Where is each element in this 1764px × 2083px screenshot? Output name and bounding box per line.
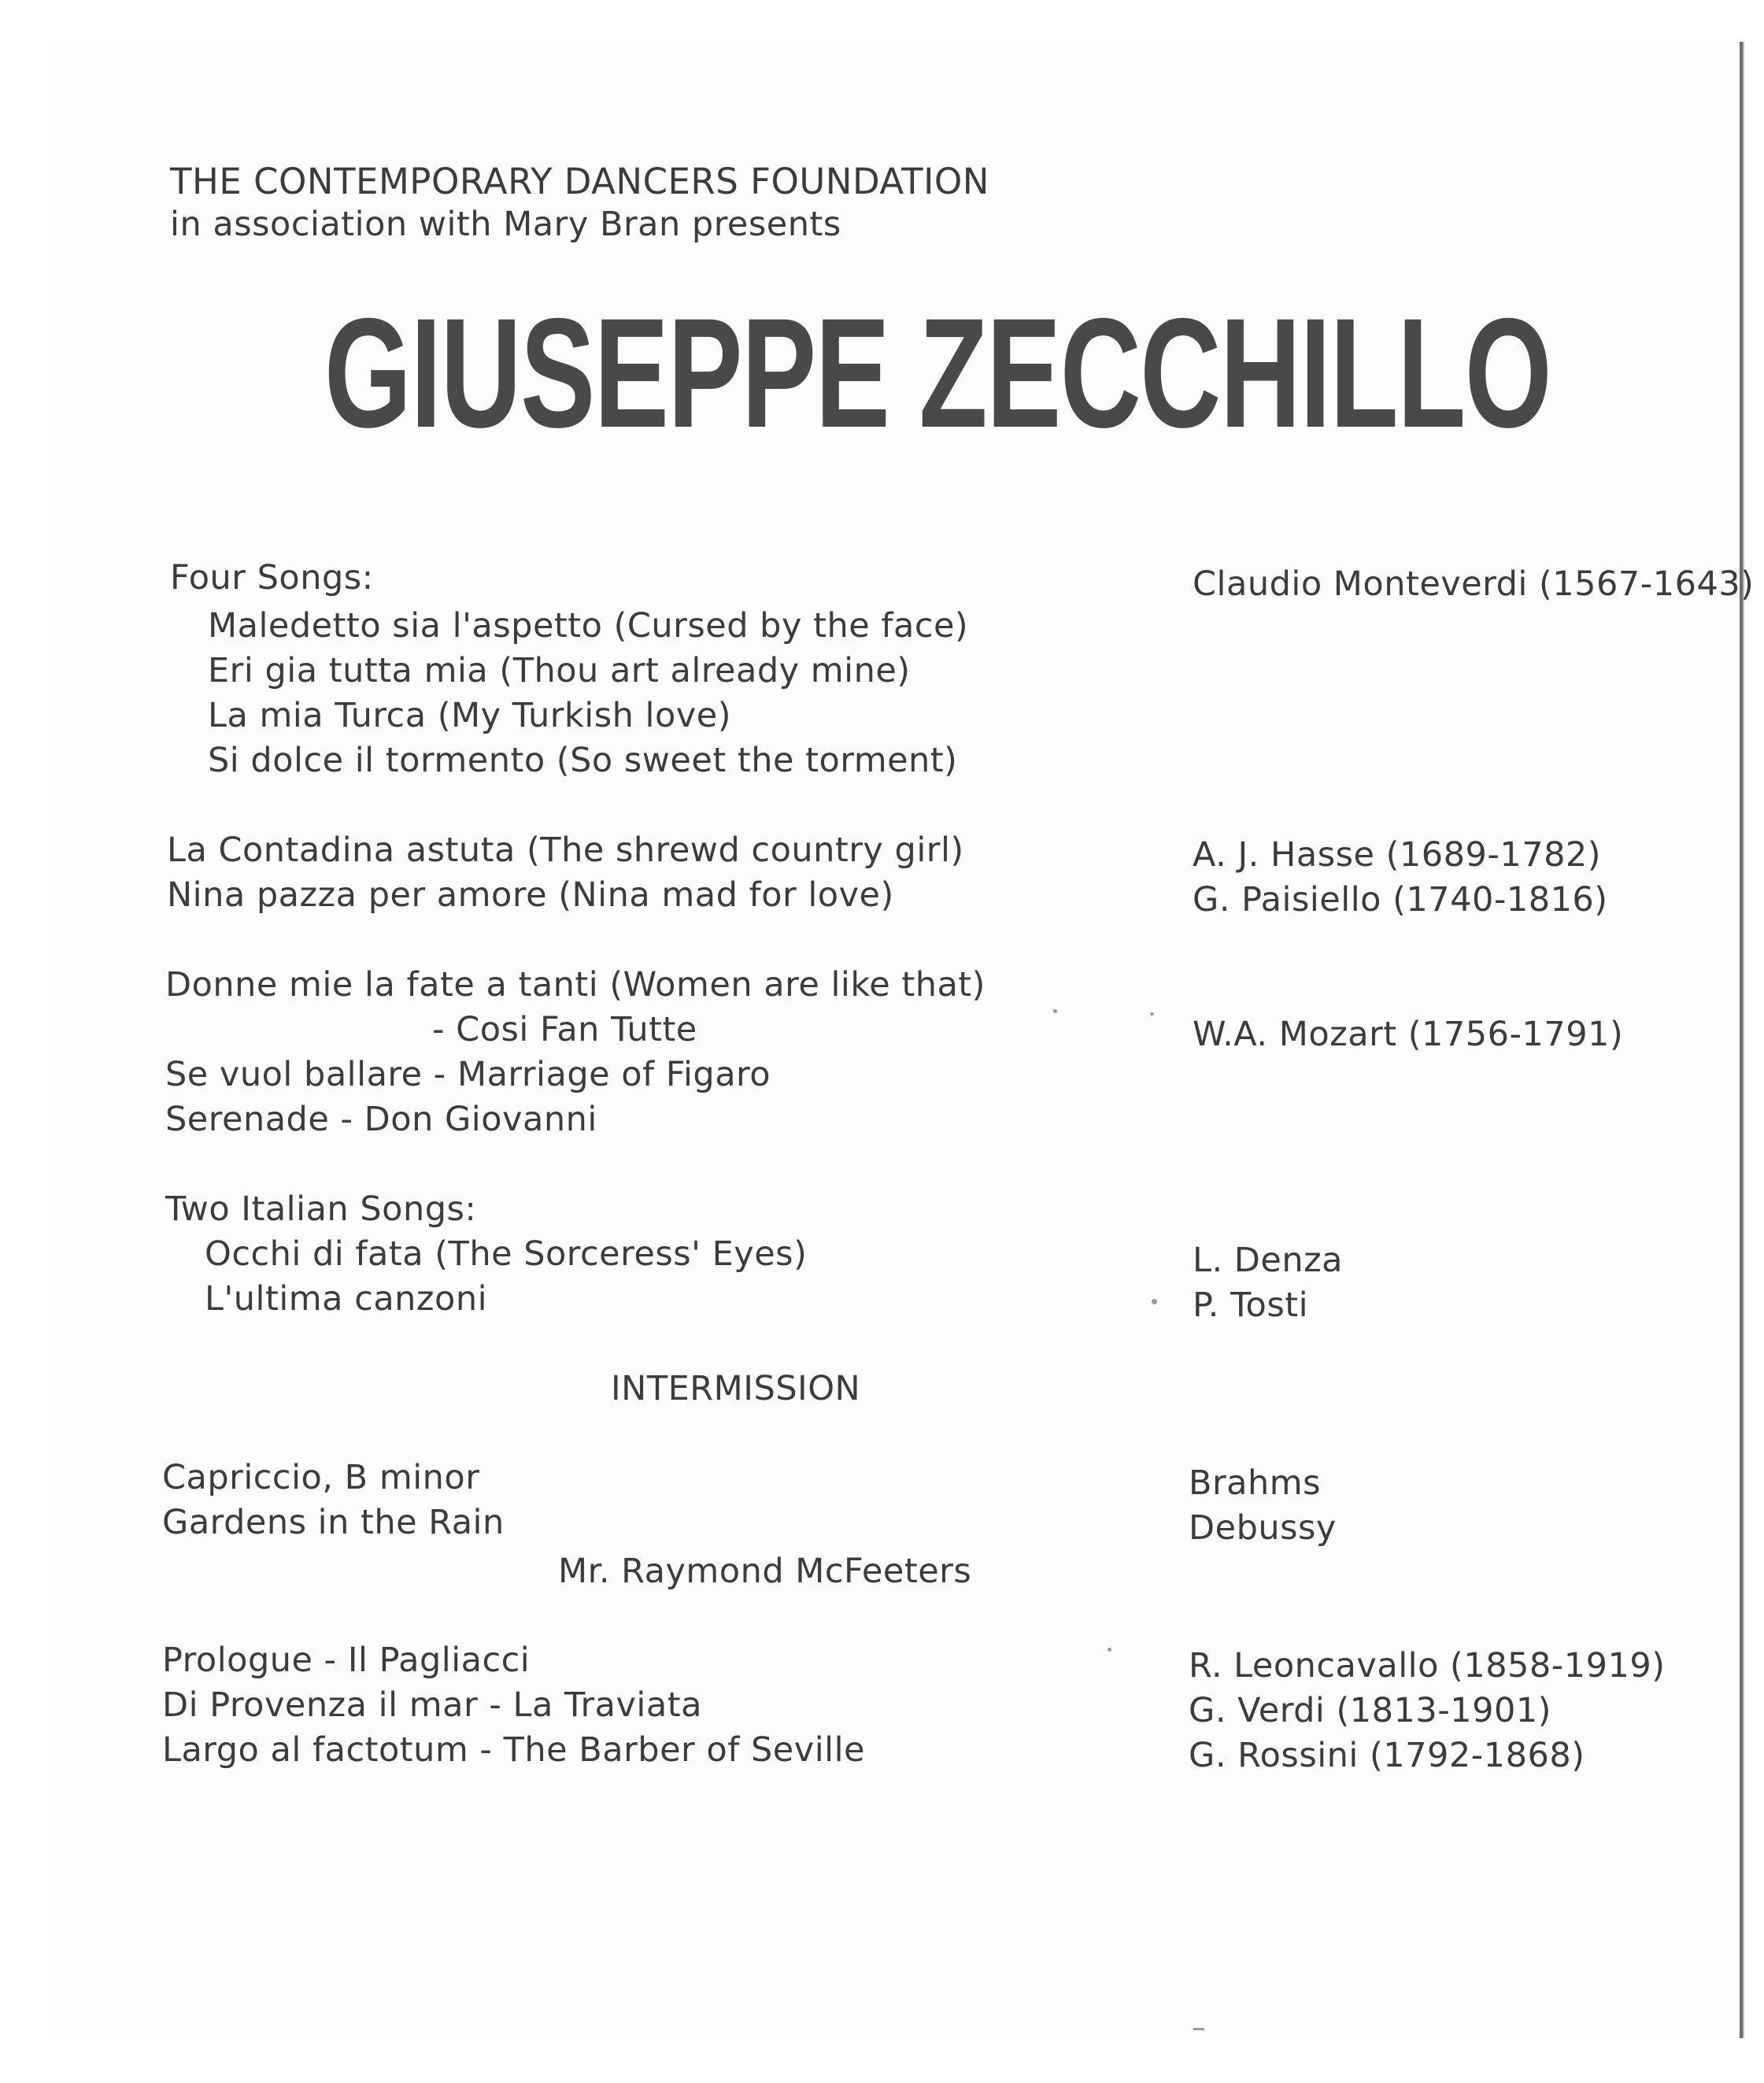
mozart-composer: W.A. Mozart (1756-1791) bbox=[1193, 1015, 1624, 1054]
song-item: Se vuol ballare - Marriage of Figaro bbox=[165, 1055, 771, 1094]
song-item: Maledetto sia l'aspetto (Cursed by the face) bbox=[208, 606, 969, 646]
paper-speck bbox=[1108, 1648, 1111, 1652]
song-item: Nina pazza per amore (Nina mad for love) bbox=[167, 875, 894, 915]
composer-item: Debussy bbox=[1189, 1508, 1337, 1548]
composer-item: P. Tosti bbox=[1193, 1286, 1309, 1325]
paper-speck bbox=[1053, 1009, 1057, 1013]
composer-item: G. Paisiello (1740-1816) bbox=[1193, 880, 1608, 919]
composer-item: G. Verdi (1813-1901) bbox=[1189, 1691, 1551, 1730]
monteverdi-composer: Claudio Monteverdi (1567-1643) bbox=[1193, 564, 1755, 604]
composer-item: A. J. Hasse (1689-1782) bbox=[1193, 835, 1602, 875]
four-songs-heading: Four Songs: bbox=[170, 558, 374, 598]
song-item: Serenade - Don Giovanni bbox=[165, 1100, 597, 1139]
song-item: Di Provenza il mar - La Traviata bbox=[162, 1685, 702, 1725]
performer-name: GIUSEPPE ZECCHILLO bbox=[324, 286, 1551, 460]
song-item: L'ultima canzoni bbox=[205, 1279, 488, 1319]
intermission-heading: INTERMISSION bbox=[611, 1369, 861, 1408]
paper-speck bbox=[1152, 1299, 1157, 1304]
italian-songs-heading: Two Italian Songs: bbox=[165, 1189, 477, 1229]
song-item: - Cosi Fan Tutte bbox=[432, 1010, 697, 1049]
paper-speck bbox=[1193, 2028, 1204, 2030]
song-item: La mia Turca (My Turkish love) bbox=[208, 696, 731, 735]
song-item: La Contadina astuta (The shrewd country girl) bbox=[167, 831, 964, 870]
piano-piece: Capriccio, B minor bbox=[162, 1458, 480, 1497]
song-item: Prologue - Il Pagliacci bbox=[162, 1641, 531, 1680]
composer-item: R. Leoncavallo (1858-1919) bbox=[1189, 1646, 1666, 1685]
composer-item: L. Denza bbox=[1193, 1241, 1344, 1280]
song-item: Si dolce il tormento (So sweet the torment) bbox=[208, 741, 958, 780]
song-item: Largo al factotum - The Barber of Seville bbox=[162, 1730, 865, 1770]
song-item: Donne mie la fate a tanti (Women are like that) bbox=[165, 965, 986, 1005]
pianist-name: Mr. Raymond McFeeters bbox=[558, 1552, 972, 1591]
composer-item: Brahms bbox=[1189, 1463, 1322, 1503]
paper-speck bbox=[1150, 1012, 1154, 1016]
piano-piece: Gardens in the Rain bbox=[162, 1503, 505, 1542]
presenter-organization: THE CONTEMPORARY DANCERS FOUNDATION bbox=[170, 161, 989, 202]
program-sheet bbox=[49, 42, 1755, 2038]
composer-item: G. Rossini (1792-1868) bbox=[1189, 1736, 1585, 1775]
song-item: Eri gia tutta mia (Thou art already mine) bbox=[208, 651, 911, 690]
song-item: Occhi di fata (The Sorceress' Eyes) bbox=[205, 1234, 808, 1274]
association-line: in association with Mary Bran presents bbox=[170, 205, 841, 244]
